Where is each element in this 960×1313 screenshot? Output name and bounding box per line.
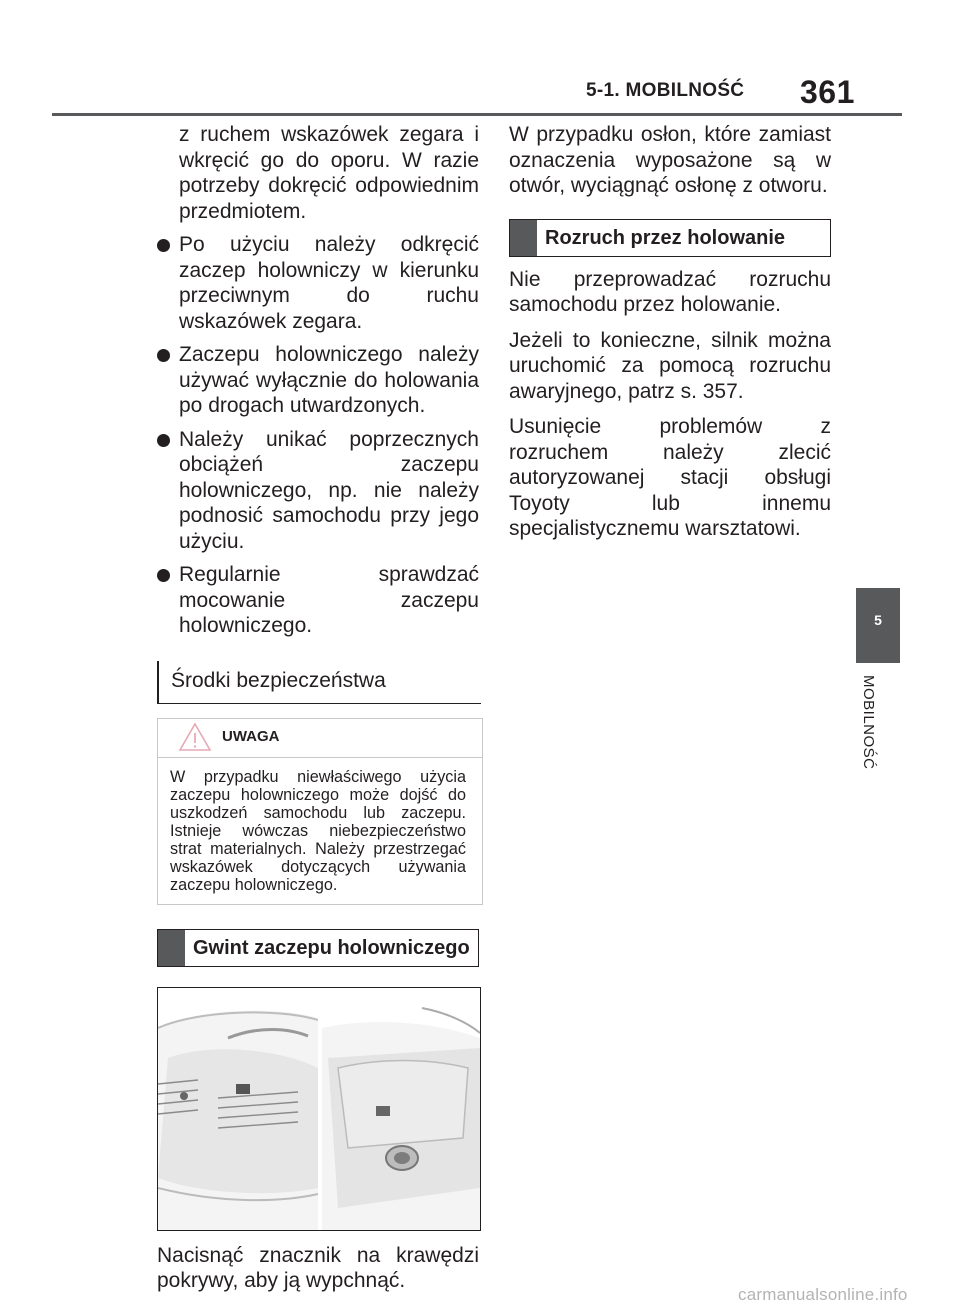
bullet-icon <box>157 569 170 582</box>
bullet-icon <box>157 349 170 362</box>
bullet-text: Po użyciu należy odkręcić zaczep holowniczy w kierunku przeciwnym do ruchu wskazówek zegara. <box>179 233 479 333</box>
heading-bar <box>158 930 185 966</box>
chapter-label: MOBILNOŚĆ <box>860 675 877 770</box>
safety-subheading: Środki bezpieczeństwa <box>157 661 481 704</box>
bullet-icon <box>157 239 170 252</box>
intro-paragraph: W przypadku osłon, które zamiast oznaczenia wyposażone są w otwór, wyciągnąć osłonę z otworu. <box>509 123 831 197</box>
chapter-tab: 5 <box>856 588 900 663</box>
right-column <box>509 122 831 542</box>
section-heading-text: Rozruch przez holowanie <box>545 226 786 249</box>
figure-caption: Nacisnąć znacznik na krawędzi pokrywy, aby ją wypchnąć. <box>157 1243 479 1292</box>
paragraph: Usunięcie problemów z rozruchem należy zlecić autoryzowanej stacji obsługi Toyoty lub innemu specjalistycznemu warsztatowi. <box>509 415 831 540</box>
paragraph: Jeżeli to konieczne, silnik można uruchomić za pomocą rozruchu awaryjnego, patrz s. 357. <box>509 328 831 403</box>
caution-title: UWAGA <box>222 727 280 745</box>
header-section-title: 5-1. MOBILNOŚĆ <box>586 80 745 101</box>
header-divider <box>52 113 902 116</box>
page-number: 361 <box>800 74 855 110</box>
list-item <box>157 232 479 334</box>
intro-paragraph: z ruchem wskazówek zegara i wkręcić go do oporu. W razie potrzeby dokręcić odpowiednim przedmiotem. <box>179 123 479 223</box>
list-item <box>157 342 479 419</box>
caution-text: W przypadku niewłaściwego użycia zaczepu holowniczego może dojść do uszkodzeń samochodu lub zaczepu. Istnieje wówczas niebezpieczeństwo strat materialnych. Należy przestrzegać wskazówek dotyczących używania zaczepu holowniczego. <box>170 767 466 894</box>
caution-box <box>157 718 483 905</box>
section-heading-thread <box>157 929 479 967</box>
bullet-text: Regularnie sprawdzać mocowanie zaczepu holowniczego. <box>179 563 479 637</box>
bumper-illustration <box>157 987 481 1231</box>
warning-triangle-icon <box>178 722 212 752</box>
list-item <box>157 427 479 555</box>
section-heading-text: Gwint zaczepu holowniczego <box>193 936 470 959</box>
bullet-icon <box>157 434 170 447</box>
section-heading-tow-start <box>509 219 831 257</box>
heading-bar <box>510 220 537 256</box>
bullet-text: Zaczepu holowniczego należy używać wyłącznie do holowania po drogach utwardzonych. <box>179 343 479 417</box>
paragraph: Nie przeprowadzać rozruchu samochodu przez holowanie. <box>509 267 831 316</box>
bullet-text: Należy unikać poprzecznych obciążeń zaczepu holowniczego, np. nie należy podnosić samochodu przy jego użyciu. <box>179 427 479 553</box>
list-item <box>157 562 479 639</box>
caution-header <box>158 719 482 758</box>
watermark: carmanualsonline.info <box>738 1285 908 1304</box>
left-column <box>157 122 479 1294</box>
